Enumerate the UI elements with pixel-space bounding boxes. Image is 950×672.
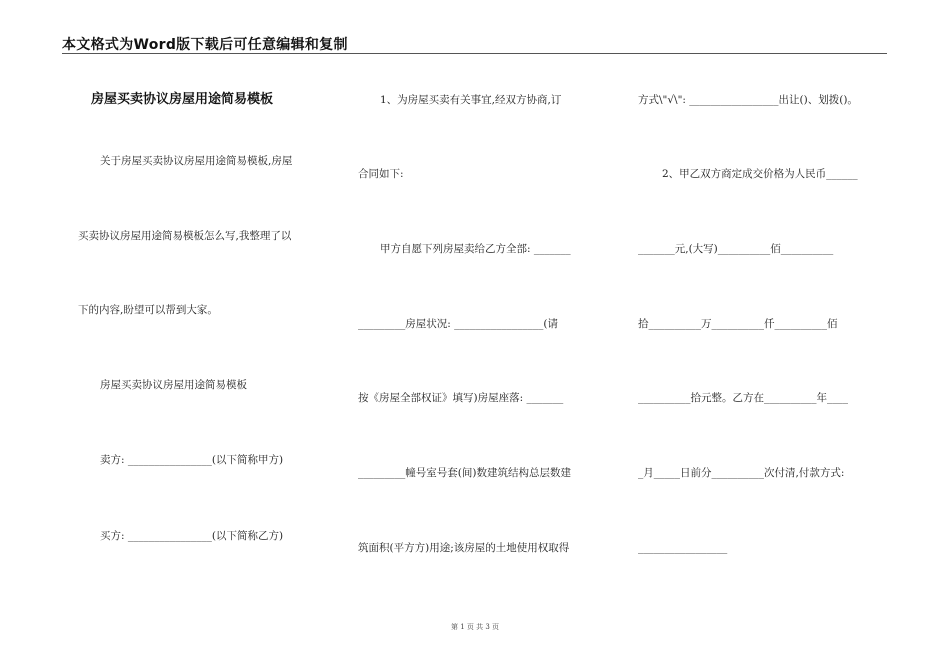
paragraph-line: 关于房屋买卖协议房屋用途简易模板,房屋 — [100, 155, 293, 167]
buyer-line: 买方: ________________(以下简称乙方) — [100, 530, 284, 542]
document-title: 房屋买卖协议房屋用途简易模板 — [91, 92, 274, 107]
paragraph-line: _________房屋状况: _________________(请 — [358, 318, 558, 330]
paragraph-line: 拾__________万__________仟__________佰 — [638, 318, 838, 330]
paragraph-line: 2、甲乙双方商定成交价格为人民币______ — [662, 168, 858, 180]
paragraph-line: 1、为房屋买卖有关事宜,经双方协商,订 — [380, 94, 562, 106]
paragraph-line: 买卖协议房屋用途简易模板怎么写,我整理了以 — [78, 230, 292, 242]
paragraph-line: _月_____日前分__________次付清,付款方式: — [638, 467, 845, 479]
paragraph-line: 合同如下: — [358, 168, 404, 180]
paragraph-line: 方式\"√\": _________________出让()、划拨()。 — [638, 94, 858, 106]
document-header: 本文格式为Word版下载后可任意编辑和复制 — [62, 37, 348, 53]
page-footer: 第 1 页 共 3 页 — [450, 623, 500, 631]
header-divider — [62, 53, 887, 54]
paragraph-line: _________幢号室号套(间)数建筑结构总层数建 — [358, 467, 571, 479]
paragraph-line: 下的内容,盼望可以帮到大家。 — [78, 304, 218, 316]
paragraph-line: 按《房屋全部权证》填写)房屋座落: _______ — [358, 392, 564, 404]
seller-line: 卖方: ________________(以下简称甲方) — [100, 454, 284, 466]
paragraph-line: _________________ — [638, 542, 728, 554]
subheading-line: 房屋买卖协议房屋用途简易模板 — [100, 379, 247, 391]
paragraph-line: 甲方自愿下列房屋卖给乙方全部: _______ — [380, 243, 571, 255]
paragraph-line: __________拾元整。乙方在__________年____ — [638, 392, 848, 404]
paragraph-line: 筑面积(平方方)用途;该房屋的土地使用权取得 — [358, 542, 570, 554]
paragraph-line: _______元,(大写)__________佰__________ — [638, 243, 834, 255]
